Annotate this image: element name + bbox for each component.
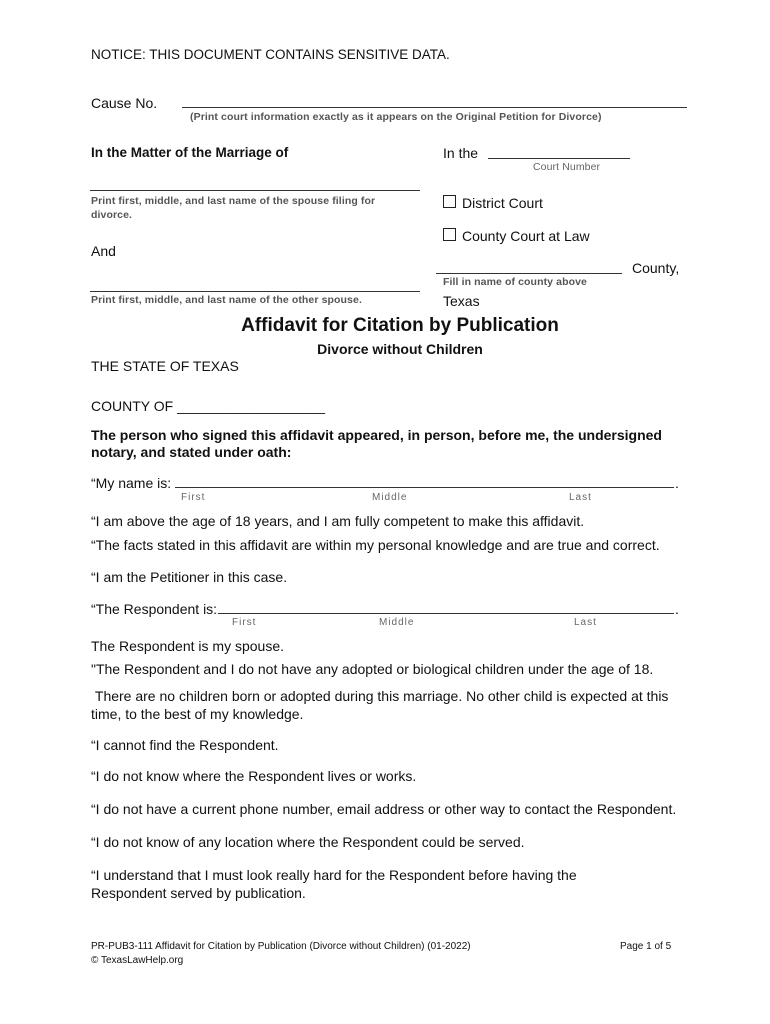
not-know-statement: “I do not know where the Respondent lives or works. bbox=[91, 768, 417, 784]
form-id: PR-PUB3-111 Affidavit for Citation by Publication (Divorce without Children) (01-2022) bbox=[91, 941, 471, 952]
my-name-label: “My name is: bbox=[91, 475, 172, 491]
no-contact-statement: “I do not have a current phone number, email address or other way to contact the Respondent. bbox=[91, 801, 677, 817]
document-subtitle: Divorce without Children bbox=[317, 341, 483, 357]
affiant-name-field[interactable] bbox=[175, 487, 674, 488]
cannot-find-statement: “I cannot find the Respondent. bbox=[91, 737, 279, 753]
facts-statement: “The facts stated in this affidavit are within my personal knowledge and are true and correct. bbox=[91, 537, 660, 553]
document-title: Affidavit for Citation by Publication bbox=[241, 315, 559, 336]
spouse2-name-field[interactable] bbox=[90, 291, 420, 292]
court-number-hint: Court Number bbox=[533, 161, 601, 173]
county-of-line: COUNTY OF ___________________ bbox=[91, 398, 326, 414]
respondent-name-field[interactable] bbox=[218, 613, 674, 614]
cause-number-label: Cause No. bbox=[91, 95, 158, 111]
respondent-middle-hint: Middle bbox=[379, 617, 415, 628]
affiant-last-hint: Last bbox=[569, 492, 592, 503]
county-court-checkbox[interactable] bbox=[443, 228, 456, 241]
look-hard-statement: “I understand that I must look really hard for the Respondent before having the Respondent served by publication. bbox=[91, 867, 577, 901]
age-statement: “I am above the age of 18 years, and I am fully competent to make this affidavit. bbox=[91, 513, 585, 529]
spouse2-hint: Print first, middle, and last name of the other spouse. bbox=[91, 294, 362, 306]
texas-label: Texas bbox=[443, 293, 480, 309]
respondent-label: “The Respondent is: bbox=[91, 601, 218, 617]
and-label: And bbox=[91, 243, 116, 259]
in-the-label: In the bbox=[443, 145, 479, 161]
matter-label: In the Matter of the Marriage of bbox=[91, 145, 289, 160]
respondent-end: . bbox=[675, 601, 679, 617]
respondent-first-hint: First bbox=[232, 617, 257, 628]
children-statement: "The Respondent and I do not have any adopted or biological children under the age of 18. bbox=[91, 661, 654, 677]
county-court-label: County Court at Law bbox=[462, 228, 590, 244]
state-of-texas: THE STATE OF TEXAS bbox=[91, 358, 239, 374]
spouse-statement: The Respondent is my spouse. bbox=[91, 638, 284, 654]
respondent-last-hint: Last bbox=[574, 617, 597, 628]
notary-intro: The person who signed this affidavit appeared, in person, before me, the undersigned notary, and stated under oath: bbox=[91, 427, 662, 460]
cause-number-field[interactable] bbox=[182, 107, 687, 108]
no-children-statement: There are no children born or adopted during this marriage. No other child is expected at this time, to the best of my knowledge. bbox=[91, 688, 673, 722]
spouse1-name-field[interactable] bbox=[90, 190, 420, 191]
my-name-end: . bbox=[675, 475, 679, 491]
county-name-field[interactable] bbox=[436, 273, 622, 274]
sensitive-notice: NOTICE: THIS DOCUMENT CONTAINS SENSITIVE DATA. bbox=[91, 47, 450, 62]
county-hint: Fill in name of county above bbox=[443, 276, 587, 288]
court-number-field[interactable] bbox=[488, 158, 630, 159]
no-location-statement: “I do not know of any location where the Respondent could be served. bbox=[91, 834, 525, 850]
district-court-label: District Court bbox=[462, 195, 543, 211]
affiant-first-hint: First bbox=[181, 492, 206, 503]
affiant-middle-hint: Middle bbox=[372, 492, 408, 503]
county-label: County, bbox=[632, 260, 680, 276]
petitioner-statement: “I am the Petitioner in this case. bbox=[91, 569, 288, 585]
district-court-checkbox[interactable] bbox=[443, 195, 456, 208]
cause-number-hint: (Print court information exactly as it appears on the Original Petition for Divorce) bbox=[190, 111, 602, 123]
spouse1-hint: Print first, middle, and last name of the spouse filing for divorce. bbox=[91, 195, 376, 221]
copyright: © TexasLawHelp.org bbox=[91, 955, 184, 966]
page-number: Page 1 of 5 bbox=[620, 941, 672, 952]
